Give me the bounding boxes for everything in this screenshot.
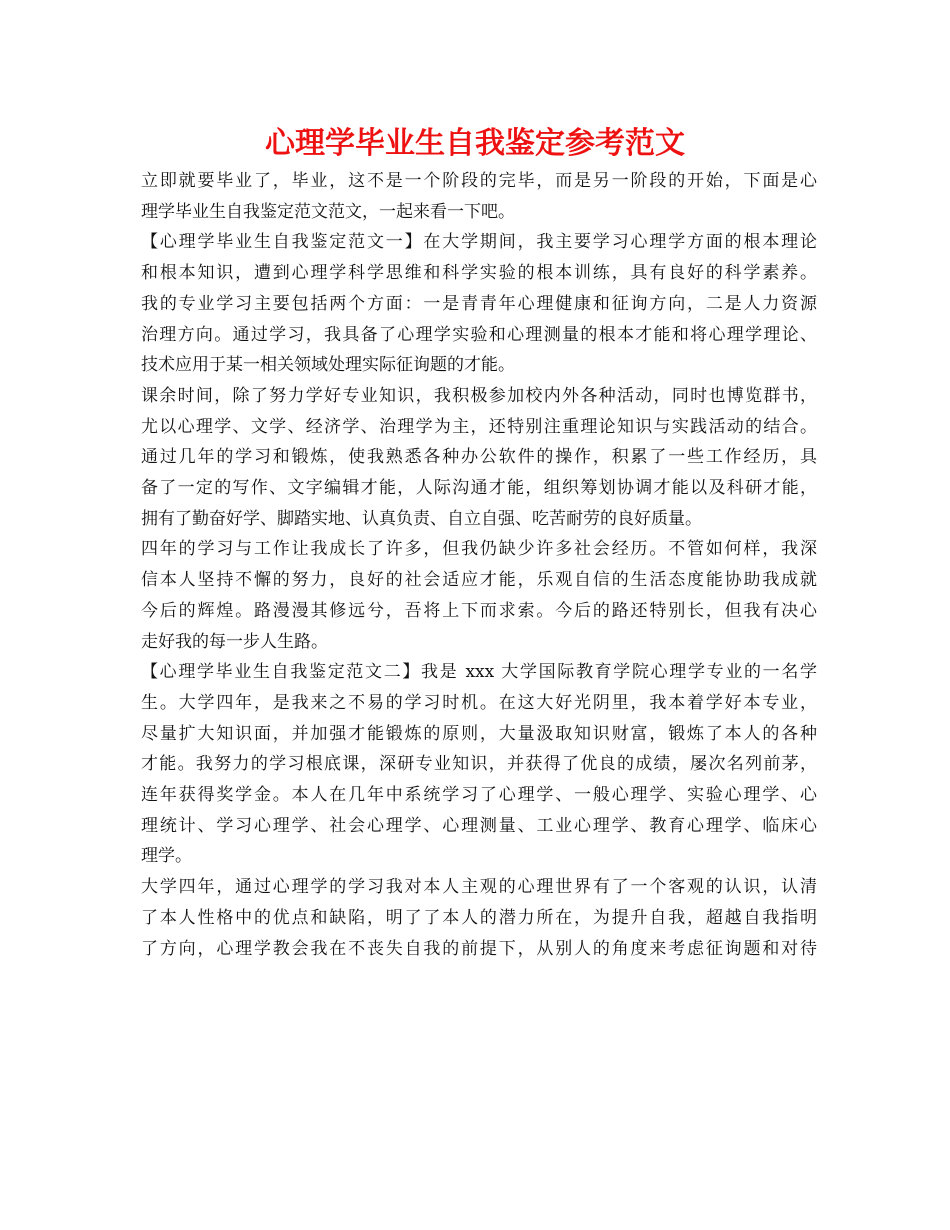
paragraph-sample-one <box>141 227 817 381</box>
paragraph-university-reflection <box>141 872 817 964</box>
text-line: 技术应用于某一相关领域处理实际征询题的才能。 <box>141 355 515 376</box>
text-line: 大学四年，通过心理学的学习我对本人主观的心理世界有了一个客观的认识，认清 <box>141 877 817 898</box>
paragraph-sample-two <box>141 657 817 872</box>
text-line: 生。大学四年，是我来之不易的学习时机。在这大好光阴里，我本着学好本专业， <box>141 692 817 713</box>
text-line: 立即就要毕业了，毕业，这不是一个阶段的完毕，而是另一阶段的开始，下面是心 <box>141 171 817 191</box>
text-line: 备了一定的写作、文字编辑才能，人际沟通才能，组织筹划协调才能以及科研才能， <box>141 478 817 499</box>
paragraph-intro <box>141 166 817 227</box>
text-line: 了方向，心理学教会我在不丧失自我的前提下，从别人的角度来考虑征询题和对待 <box>141 938 817 959</box>
paragraph-four-years <box>141 534 817 657</box>
text-line: 治理方向。通过学习，我具备了心理学实验和心理测量的根本才能和将心理学理论、 <box>141 324 817 345</box>
text-line: 理学毕业生自我鉴定范文范文，一起来看一下吧。 <box>141 201 515 222</box>
text-line: 和根本知识，遭到心理学科学思维和科学实验的根本训练，具有良好的科学素养。 <box>141 263 817 284</box>
text-line: 才能。我努力的学习根底课，深研专业知识，并获得了优良的成绩，屡次名列前茅， <box>141 754 817 775</box>
text-line: 连年获得奖学金。本人在几年中系统学习了心理学、一般心理学、实验心理学、心 <box>141 785 817 806</box>
text-line: 通过几年的学习和锻炼，使我熟悉各种办公软件的操作，积累了一些工作经历，具 <box>141 447 817 468</box>
text-line: 四年的学习与工作让我成长了许多，但我仍缺少许多社会经历。不管如何样，我深 <box>141 539 817 560</box>
text-line: 我的专业学习主要包括两个方面：一是青青年心理健康和征询方向，二是人力资源 <box>141 293 817 314</box>
text-line: 今后的辉煌。路漫漫其修远兮，吾将上下而求索。今后的路还特别长，但我有决心 <box>141 600 817 621</box>
text-line: 课余时间，除了努力学好专业知识，我积极参加校内外各种活动，同时也博览群书， <box>141 385 817 406</box>
text-line: 尽量扩大知识面，并加强才能锻炼的原则，大量汲取知识财富，锻炼了本人的各种 <box>141 723 817 744</box>
document-body <box>141 166 817 964</box>
document-title: 心理学毕业生自我鉴定参考范文 <box>265 126 685 161</box>
text-line: 尤以心理学、文学、经济学、治理学为主，还特别注重理论知识与实践活动的结合。 <box>141 416 817 437</box>
text-line: 【心理学毕业生自我鉴定范文二】我是 xxx 大学国际教育学院心理学专业的一名学 <box>141 662 817 683</box>
paragraph-extracurricular <box>141 381 817 535</box>
text-line: 拥有了勤奋好学、脚踏实地、认真负责、自立自强、吃苦耐劳的良好质量。 <box>141 508 702 529</box>
text-line: 【心理学毕业生自我鉴定范文一】在大学期间，我主要学习心理学方面的根本理论 <box>141 232 817 253</box>
text-line: 了本人性格中的优点和缺陷，明了了本人的潜力所在，为提升自我，超越自我指明 <box>141 907 817 928</box>
text-line: 理学。 <box>141 846 192 867</box>
text-line: 理统计、学习心理学、社会心理学、心理测量、工业心理学、教育心理学、临床心 <box>141 815 817 836</box>
text-line: 走好我的每一步人生路。 <box>141 631 328 652</box>
text-line: 信本人坚持不懈的努力，良好的社会适应才能，乐观自信的生活态度能协助我成就 <box>141 570 817 591</box>
